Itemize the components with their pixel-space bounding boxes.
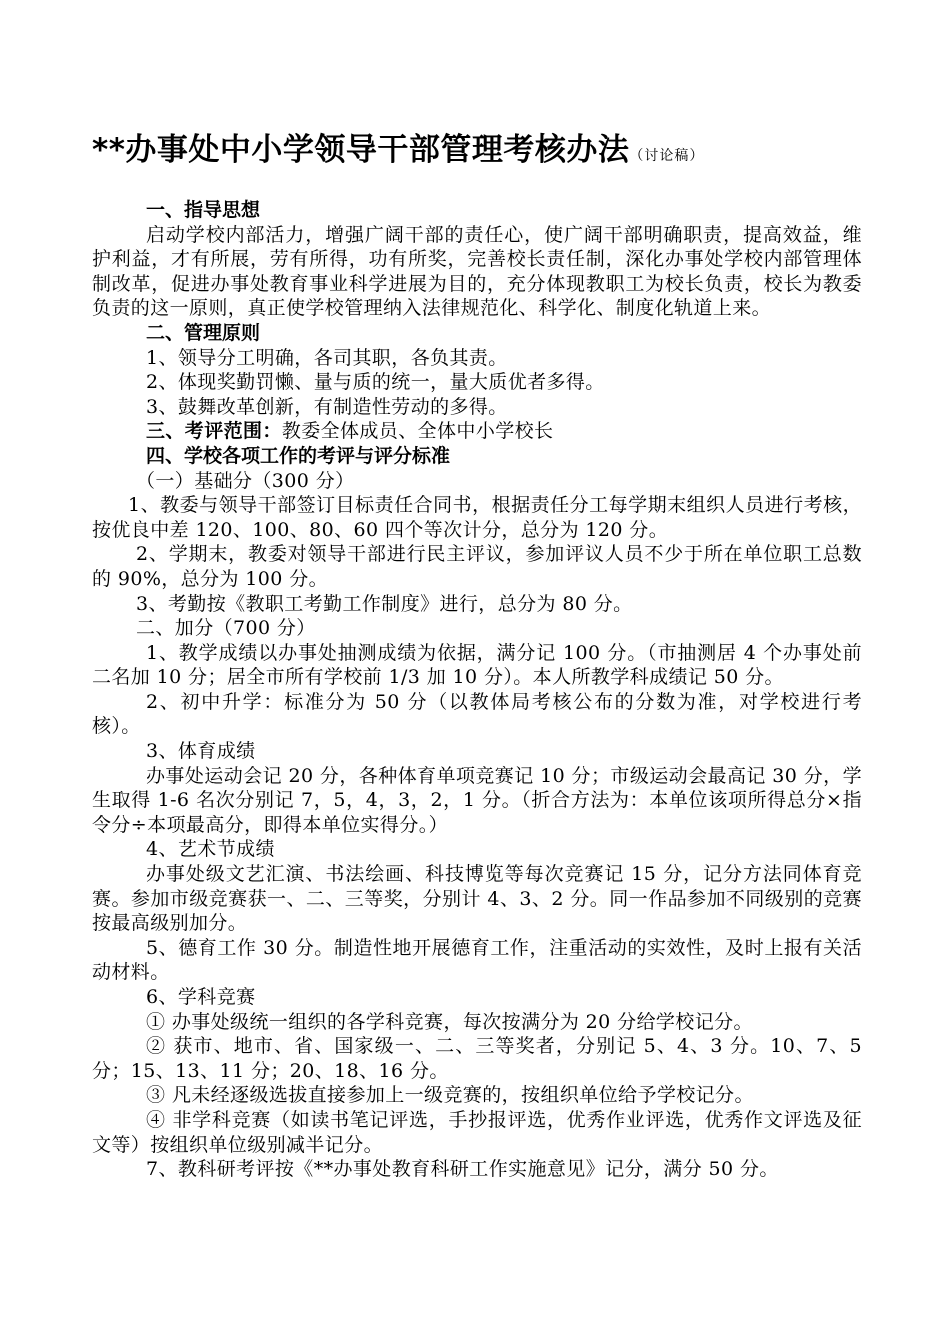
title-main: **办事处中小学领导干部管理考核办法 bbox=[92, 132, 630, 168]
base-score-item: 1、教委与领导干部签订目标责任合同书，根据责任分工每学期末组织人员进行考核，按优良中差 120、100、80、60 四个等次计分，总分为 120 分。 bbox=[92, 494, 862, 541]
competition-item: ① 办事处级统一组织的各学科竞赛，每次按满分为 20 分给学校记分。 bbox=[146, 1010, 753, 1033]
base-score-item: 3、考勤按《教职工考勤工作制度》进行，总分为 80 分。 bbox=[136, 592, 633, 615]
bonus-item-4-body: 办事处级文艺汇演、书法绘画、科技博览等每次竞赛记 15 分，记分方法同体育竞赛。参加市级竞赛获一、二、三等奖，分别计 4、3、2 分。同一作品参加不同级别的竞赛按最高级别加分。 bbox=[92, 863, 862, 935]
document-title bbox=[92, 122, 862, 178]
bonus-item-7: 7、教科研考评按《**办事处教育科研工作实施意见》记分，满分 50 分。 bbox=[146, 1158, 779, 1181]
bonus-item-3-body: 办事处运动会记 20 分，各种体育单项竞赛记 10 分；市级运动会最高记 30 分，学生取得 1-6 名次分别记 7，5，4，3，2，1 分。（折合方法为：本单位该项所得总分×指令分÷本项最高分，即得本单位实得分。） bbox=[92, 764, 862, 836]
bonus-item-4-title: 4、艺术节成绩 bbox=[146, 838, 275, 861]
base-score-item: 2、学期末，教委对领导干部进行民主评议，参加评议人员不少于所在单位职工总数的 90%，总分为 100 分。 bbox=[92, 543, 862, 590]
section-3-body: 教委全体成员、全体中小学校长 bbox=[281, 420, 554, 443]
section-1-heading: 一、指导思想 bbox=[146, 199, 261, 221]
section-2-item: 3、鼓舞改革创新，有制造性劳动的多得。 bbox=[146, 395, 508, 418]
section-3 bbox=[92, 419, 862, 444]
section-3-heading: 三、考评范围： bbox=[146, 420, 282, 443]
bonus-item-6-title: 6、学科竞赛 bbox=[146, 986, 256, 1008]
section-4-heading: 四、学校各项工作的考评与评分标准 bbox=[146, 444, 451, 467]
bonus-score-heading: 二、加分（700 分） bbox=[136, 617, 316, 640]
title-note: （讨论稿） bbox=[629, 148, 705, 164]
section-2-item: 2、体现奖勤罚懒、量与质的统一，量大质优者多得。 bbox=[146, 371, 605, 394]
bonus-item-5: 5、德育工作 30 分。制造性地开展德育工作，注重活动的实效性，及时上报有关活动材料。 bbox=[92, 936, 862, 984]
bonus-item-1: 1、教学成绩以办事处抽测成绩为依据，满分记 100 分。（市抽测居 4 个办事处前二名加 10 分；居全市所有学校前 1/3 加 10 分）。本人所教学科成绩记 50 分。 bbox=[92, 641, 862, 689]
section-1-body: 启动学校内部活力，增强广阔干部的责任心，使广阔干部明确职责，提高效益，维护利益，才有所展，劳有所得，功有所奖，完善校长责任制，深化办事处学校内部管理体制改革，促进办事处教育事业科学进展为目的，充分体现教职工为校长负责，校长为教委负责的这一原则，真正使学校管理纳入法律规范化、科学化、制度化轨道上来。 bbox=[92, 223, 862, 320]
document-page bbox=[92, 122, 862, 1182]
competition-item: ③ 凡未经逐级选拔直接参加上一级竞赛的，按组织单位给予学校记分。 bbox=[146, 1084, 754, 1107]
section-2-item: 1、领导分工明确，各司其职，各负其责。 bbox=[146, 346, 508, 369]
section-2-heading: 二、管理原则 bbox=[146, 321, 261, 344]
base-score-heading: （一）基础分（300 分） bbox=[136, 469, 355, 492]
bonus-item-2: 2、初中升学：标准分为 50 分（以教体局考核公布的分数为准，对学校进行考核）。 bbox=[92, 690, 862, 738]
competition-item: ④ 非学科竞赛（如读书笔记评选，手抄报评选，优秀作业评选，优秀作文评选及征文等）按组织单位级别减半记分。 bbox=[92, 1108, 862, 1156]
competition-item: ② 获市、地市、省、国家级一、二、三等奖者，分别记 5、4、3 分。10、7、5 分；15、13、11 分；20、18、16 分。 bbox=[92, 1035, 862, 1082]
bonus-item-3-title: 3、体育成绩 bbox=[146, 740, 256, 763]
